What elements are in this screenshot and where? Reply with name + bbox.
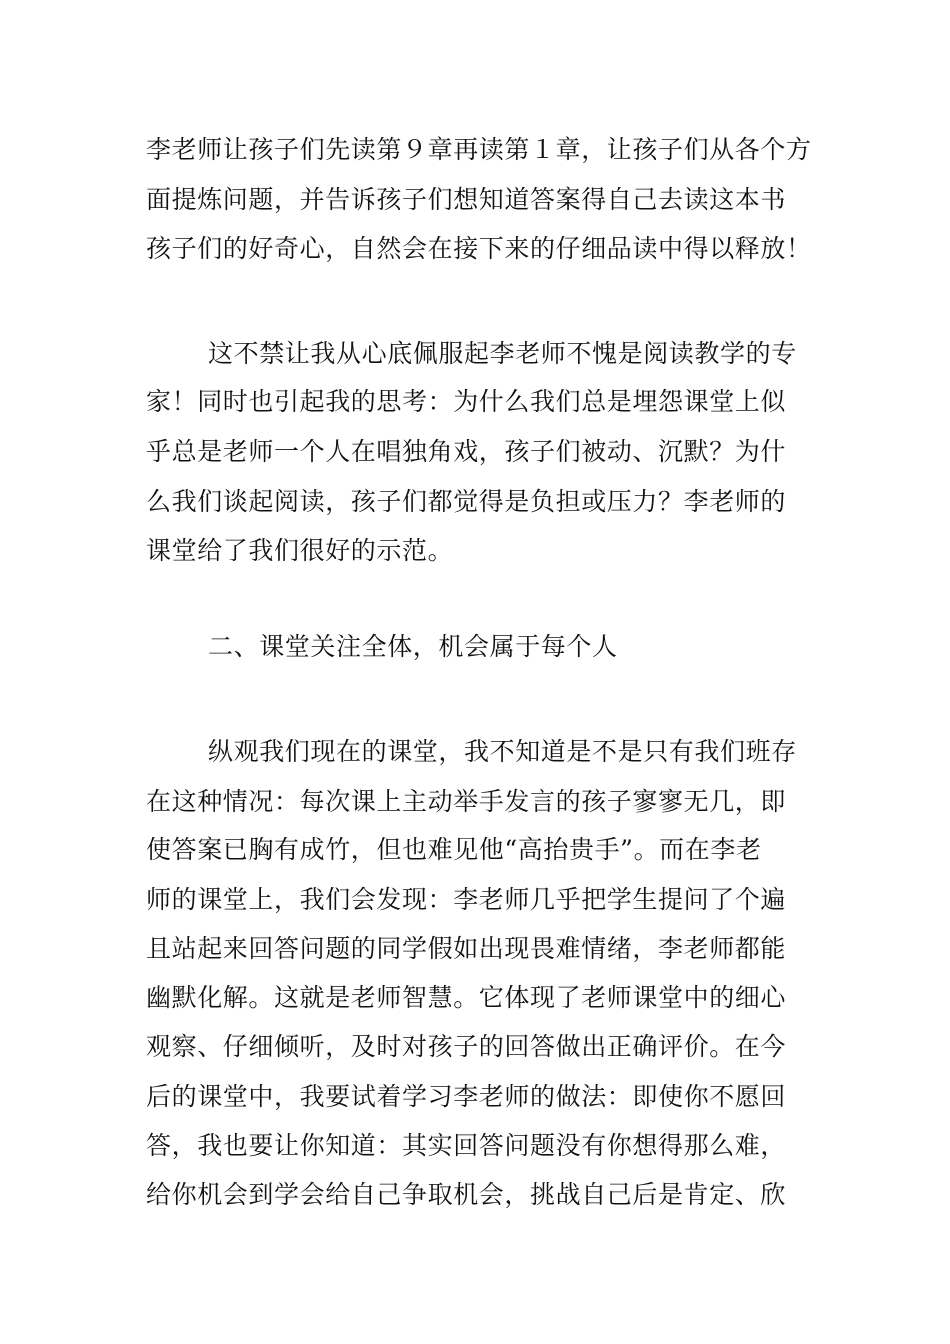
text-line: 面提炼问题，并告诉孩子们想知道答案得自己去读这本书 <box>146 185 787 214</box>
text-line: 在这种情况：每次课上主动举手发言的孩子寥寥无几，即 <box>146 787 787 816</box>
text-line: 乎总是老师一个人在唱独角戏，孩子们被动、沉默？为什 <box>146 437 787 466</box>
section-heading: 二、课堂关注全体，机会属于每个人 <box>208 632 618 661</box>
text-line: 孩子们的好奇心，自然会在接下来的仔细品读中得以释放！ <box>146 234 812 263</box>
text-line: 观察、仔细倾听，及时对孩子的回答做出正确评价。在今 <box>146 1032 787 1061</box>
text-line: 幽默化解。这就是老师智慧。它体现了老师课堂中的细心 <box>146 983 787 1012</box>
paragraph-first-line: 纵观我们现在的课堂，我不知道是不是只有我们班存 <box>208 737 797 766</box>
text-line: 李老师让孩子们先读第９章再读第１章，让孩子们从各个方 <box>146 135 812 164</box>
text-line: 家！同时也引起我的思考：为什么我们总是埋怨课堂上似 <box>146 387 787 416</box>
text-line: 且站起来回答问题的同学假如出现畏难情绪，李老师都能 <box>146 934 787 963</box>
text-line: 答，我也要让你知道：其实回答问题没有你想得那么难， <box>146 1131 787 1160</box>
text-line: 后的课堂中，我要试着学习李老师的做法：即使你不愿回 <box>146 1082 787 1111</box>
text-line: 师的课堂上，我们会发现：李老师几乎把学生提问了个遍 <box>146 885 787 914</box>
text-line: 使答案已胸有成竹，但也难见他“高抬贵手”。而在李老 <box>146 835 762 864</box>
text-line: 课堂给了我们很好的示范。 <box>146 536 454 565</box>
paragraph-first-line: 这不禁让我从心底佩服起李老师不愧是阅读教学的专 <box>208 339 797 368</box>
text-line: 给你机会到学会给自己争取机会，挑战自己后是肯定、欣 <box>146 1180 787 1209</box>
text-line: 么我们谈起阅读，孩子们都觉得是负担或压力？李老师的 <box>146 487 787 516</box>
